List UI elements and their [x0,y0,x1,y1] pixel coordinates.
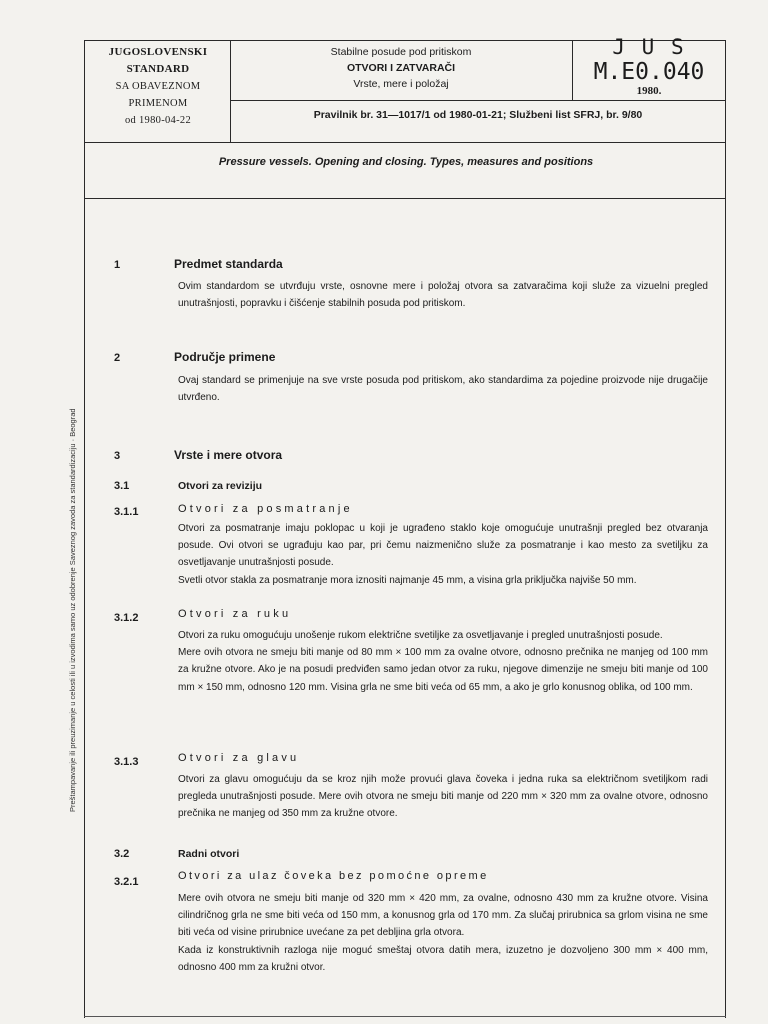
section-number: 3.1.1 [114,506,139,518]
section-text [178,771,708,823]
standard-code: M.E0.040 [593,59,705,85]
standard-type-line: PRIMENOM [128,98,188,109]
paragraph: Svetli otvor stakla za posmatranje mora iznositi najmanje 45 mm, a visina grla priključka najviše 50 mm. [178,574,637,586]
paragraph: Otvori za posmatranje imaju poklopac u koji je ugrađeno staklo koje omogućuje unutrašnji pregled bez otvaranja posude. Ovi otvori se ugrađuju kao par, pri čemu naizmenično služe za posmatranje i kao mesto za svetiljku za osvetljavanje unutrašnjosti posude. [178,523,708,569]
section-number: 3.1.3 [114,756,139,768]
section-text [178,890,708,976]
standard-type-line: STANDARD [126,63,190,75]
subsection-title: Otvori za glavu [178,752,300,764]
section-text [178,627,708,696]
header-col-divider-1 [230,40,231,142]
subsection-title: Otvori za ruku [178,608,292,620]
regulation-line: Pravilnik br. 31—1017/1 od 1980-01-21; Službeni list SFRJ, br. 9/80 [313,109,643,121]
english-title: Pressure vessels. Opening and closing. Types, measures and positions [218,156,594,168]
paragraph: Otvori za glavu omogućuju da se kroz njih može provući glava čoveka i jedna ruka sa električnom svetiljkom radi pregleda unutrašnjosti posude. Mere ovih otvora ne smeju biti manje od 220 mm × 320 mm za ovalne otvore, odnosno prečnika ne manjeg od 350 mm za kružne otvore. [178,774,708,820]
paragraph: Ovim standardom se utvrđuju vrste, osnovne mere i položaj otvora sa zatvaračima koji služe za vizuelni pregled unutrašnjosti, popravku i čišćenje stabilnih posuda pod pritiskom. [178,281,708,310]
header-divider-en [84,198,725,199]
title-line: OTVORI I ZATVARAČI [346,62,456,74]
subsection-title: Otvori za reviziju [178,480,263,492]
section-number: 3.1 [114,480,130,492]
section-title: Vrste i mere otvora [174,448,283,462]
frame-bottom-line [84,1016,726,1017]
standard-title-block [232,44,570,92]
section-text [178,372,708,406]
subsection-title: Otvori za ulaz čoveka bez pomoćne opreme [178,870,489,882]
paragraph: Ovaj standard se primenjuje na sve vrste posuda pod pritiskom, ako standardima za pojedine proizvode nije drugačije utvrđeno. [178,375,708,404]
paragraph: Kada iz konstruktivnih razloga nije moguć smeštaj otvora datih mera, izuzetno je dozvoljeno 300 mm × 400 mm, odnosno 400 mm za kružni otvor. [178,944,708,973]
header-col-divider-2 [572,40,573,100]
section-number: 3 [114,450,121,462]
header-divider-reg [230,100,725,101]
frame-left-line [84,40,85,1018]
title-line: Stabilne posude pod pritiskom [330,46,472,58]
section-title: Predmet standarda [174,257,283,271]
section-number: 2 [114,352,121,364]
standard-date: od 1980-04-22 [124,115,192,126]
standard-year: 1980. [636,85,662,97]
standard-code-block [574,36,724,97]
subsection-title: Otvori za posmatranje [178,503,353,515]
standard-type-line: SA OBAVEZNOM [115,81,201,92]
section-number: 3.2 [114,848,130,860]
standard-type-line: JUGOSLOVENSKI [108,46,208,58]
paragraph: Mere ovih otvora ne smeju biti manje od 320 mm × 420 mm, za ovalne, odnosno 430 mm za kružne otvore. Visina cilindričnog grla ne sme biti veća od 150 mm, a konusnog grla od 170 mm. Za slučaj prirubnica sa grlom visina ne sme biti veća od visine prirubnice uvećane za pet debljina grla otvora. [178,893,708,939]
section-text [178,520,708,589]
section-number: 3.2.1 [114,876,139,888]
paragraph: Mere ovih otvora ne smeju biti manje od 80 mm × 100 mm za ovalne otvore, odnosno prečnika ne manjeg od 100 mm za kružne otvore. Ako je na posudi predviđen samo jedan otvor za ruku, njegove dimenzije ne smeju biti manje od 100 mm × 150 mm, odnosno 120 mm. Visina grla ne sme biti veća od 65 mm, a ako je grlo konusnog oblika, od 100 mm. [178,647,708,693]
paragraph: Otvori za ruku omogućuju unošenje rukom električne svetiljke za osvetljavanje i pregled unutrašnjosti posude. [178,630,663,641]
title-line: Vrste, mere i položaj [353,78,449,90]
jus-label: J U S [612,35,686,59]
subsection-title: Radni otvori [178,848,240,860]
frame-right-line [725,40,726,1018]
copyright-side-note: Preštampavanje ili preuzimanje u celosti ili u izvodima samo uz odobrenje Saveznog zavoda za standardizaciju · Beograd [68,408,77,812]
section-text [178,278,708,312]
header-divider-main [84,142,725,143]
section-number: 1 [114,259,121,271]
section-number: 3.1.2 [114,612,139,624]
standard-type-block [88,44,228,129]
section-title: Područje primene [174,350,276,364]
